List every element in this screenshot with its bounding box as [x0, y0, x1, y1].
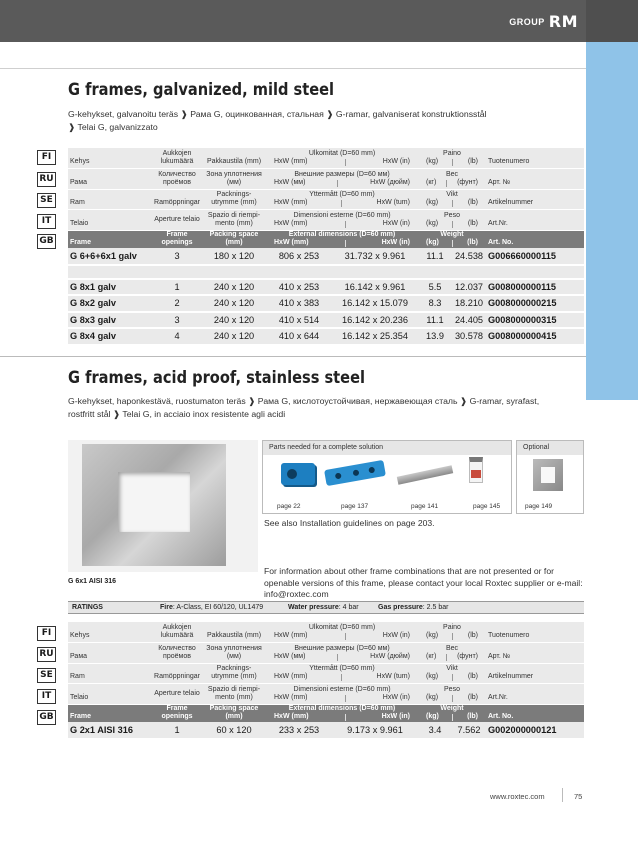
cell-mm: 410 x 253: [266, 279, 332, 296]
spec-row-ru: Рама Количество проёмов Зона уплотнения (мм) Внешние размеры (D=60 мм) HxW (мм) HxW (дюйм) Вес (кг) (фунт) Арт. №: [68, 643, 584, 664]
cell-art: G008000000115: [486, 279, 584, 296]
cell-kg: 13.9: [418, 328, 452, 345]
lang-badge-it: IT: [37, 214, 56, 229]
cell-inch: 31.732 x 9.961: [332, 248, 418, 265]
cell-inch: 9.173 x 9.961: [332, 722, 418, 739]
part-page-link[interactable]: page 137: [341, 503, 369, 510]
cell-frame: G 8x2 galv: [68, 295, 152, 312]
info-note: For information about other frame combinations that are not presented or for openable versions of this frame, please contact your local Roxtec supplier or e-mail: info@roxtec.com: [264, 566, 583, 599]
lang-badge-it: IT: [37, 689, 56, 704]
optional-part-image: [533, 459, 563, 491]
cell-art: G008000000315: [486, 312, 584, 329]
divider: [0, 356, 586, 357]
spec-row-gb: Frame Frame openings Packing space (mm) External dimensions (D=60 mm) HxW (mm) HxW (in) Weight (kg) (lb) Art. No.: [68, 704, 584, 722]
lang-badge-se: SE: [37, 668, 56, 683]
spec-row-gb: Frame Frame openings Packing space (mm) External dimensions (D=60 mm) HxW (mm) HxW (in) Weight (kg) (lb) Art. No.: [68, 230, 584, 248]
cell-art: G006660000115: [486, 248, 584, 265]
group-label: GROUP RM: [509, 12, 578, 31]
parts-heading: Parts needed for a complete solution: [263, 441, 511, 455]
footer-page-number: 75: [574, 792, 583, 801]
cell-openings: 3: [152, 312, 202, 329]
product-table-stainless: [68, 722, 584, 740]
cell-lb: 24.405: [452, 312, 486, 329]
cell-openings: 4: [152, 328, 202, 345]
lang-badge-ru: RU: [37, 172, 56, 187]
cell-frame: G 8x3 galv: [68, 312, 152, 329]
cell-mm: 806 x 253: [266, 248, 332, 265]
lang-badge-fi: FI: [37, 150, 56, 165]
part-page-link[interactable]: page 141: [411, 503, 439, 510]
see-also-note: See also Installation guidelines on page 203.: [264, 518, 435, 528]
footer-url: www.roxtec.com: [490, 792, 545, 801]
product-image-frame: [68, 440, 258, 572]
side-tab-top: [586, 0, 638, 42]
table-row: [68, 722, 584, 739]
cell-packing: 240 x 120: [202, 279, 266, 296]
cell-art: G008000000215: [486, 295, 584, 312]
cell-inch: 16.142 x 25.354: [332, 328, 418, 345]
cell-frame: G 8x1 galv: [68, 279, 152, 296]
cell-kg: 11.1: [418, 312, 452, 329]
cell-kg: 11.1: [418, 248, 452, 265]
table-row: [68, 248, 584, 265]
spec-row-fi: Kehys Aukkojen lukumäärä Pakkaustila (mm) Ulkomitat (D=60 mm) HxW (mm) HxW (in) Paino (kg) (lb) Tuotenumero: [68, 622, 584, 643]
cell-packing: 240 x 120: [202, 295, 266, 312]
cell-lb: 7.562: [452, 722, 486, 739]
table-row: [68, 295, 584, 312]
part-image-1: [281, 463, 315, 485]
cell-openings: 2: [152, 295, 202, 312]
cell-inch: 16.142 x 15.079: [332, 295, 418, 312]
cell-packing: 240 x 120: [202, 312, 266, 329]
spec-header-table: [68, 148, 584, 248]
part-image-4: [469, 457, 483, 483]
spec-header-table-2: [68, 622, 584, 722]
cell-mm: 410 x 514: [266, 312, 332, 329]
cell-mm: 410 x 383: [266, 295, 332, 312]
cell-lb: 30.578: [452, 328, 486, 345]
part-image-2: [324, 460, 386, 486]
footer-divider: [562, 788, 563, 802]
cell-inch: 16.142 x 20.236: [332, 312, 418, 329]
optional-page-link[interactable]: page 149: [525, 503, 553, 510]
part-page-link[interactable]: page 22: [277, 503, 301, 510]
table-row: [68, 328, 584, 345]
ratings-bar: RATINGS Fire: A-Class, EI 60/120, UL1479 Water pressure: 4 bar Gas pressure: 2.5 bar: [68, 601, 584, 614]
cell-mm: 410 x 644: [266, 328, 332, 345]
cell-frame: G 6+6+6x1 galv: [68, 248, 152, 265]
divider: [0, 68, 586, 69]
lang-badge-gb: GB: [37, 234, 56, 249]
cell-packing: 60 x 120: [202, 722, 266, 739]
cell-openings: 1: [152, 279, 202, 296]
section-description-stainless: G-kehykset, haponkestävä, ruostumaton teräs ❱ Рама G, кислотоустойчивая, нержавеющая сталь ❱ G-ramar, syrafast, rostfritt stål ❱ Telai G, in acciaio inox resistente agli acidi: [68, 396, 540, 419]
cell-inch: 16.142 x 9.961: [332, 279, 418, 296]
optional-heading: Optional: [517, 441, 583, 455]
cell-lb: 24.538: [452, 248, 486, 265]
product-image-caption: G 6x1 AISI 316: [68, 578, 116, 585]
cell-frame: G 2x1 AISI 316: [68, 722, 152, 739]
cell-mm: 233 x 253: [266, 722, 332, 739]
section-description-galvanized: G-kehykset, galvanoitu teräs ❱ Рама G, оцинкованная, стальная ❱ G-ramar, galvaniserat konstruktionsstål ❱ Telai G, galvanizzato: [68, 109, 487, 132]
cell-lb: 18.210: [452, 295, 486, 312]
cell-openings: 1: [152, 722, 202, 739]
product-table-galvanized: [68, 248, 584, 346]
part-page-link[interactable]: page 145: [473, 503, 501, 510]
lang-badge-ru: RU: [37, 647, 56, 662]
spec-row-ru: Рама Количество проёмов Зона уплотнения (мм) Внешние размеры (D=60 мм) HxW (мм) HxW (дюйм) Вес (кг) (фунт) Арт. №: [68, 169, 584, 190]
spec-row-se: Ram Ramöppningar Packnings-utrymme (mm) Yttermått (D=60 mm) HxW (mm) HxW (tum) Vikt (kg) (lb) Artikelnummer: [68, 189, 584, 210]
cell-art: G002000000121: [486, 722, 584, 739]
spec-row-se: Ram Ramöppningar Packnings-utrymme (mm) Yttermått (D=60 mm) HxW (mm) HxW (tum) Vikt (kg) (lb) Artikelnummer: [68, 663, 584, 684]
cell-openings: 3: [152, 248, 202, 265]
part-image-3: [397, 465, 453, 484]
table-row: [68, 279, 584, 296]
spec-row-it: Telaio Aperture telaio Spazio di riempi-mento (mm) Dimensioni esterne (D=60 mm) HxW (mm) HxW (in) Peso (kg) (lb) Art.Nr.: [68, 210, 584, 231]
spec-row-it: Telaio Aperture telaio Spazio di riempi-mento (mm) Dimensioni esterne (D=60 mm) HxW (mm) HxW (in) Peso (kg) (lb) Art.Nr.: [68, 684, 584, 705]
cell-packing: 180 x 120: [202, 248, 266, 265]
cell-kg: 8.3: [418, 295, 452, 312]
cell-art: G008000000415: [486, 328, 584, 345]
spec-row-fi: Kehys Aukkojen lukumäärä Pakkaustila (mm) Ulkomitat (D=60 mm) HxW (mm) HxW (in) Paino (kg) (lb) Tuotenumero: [68, 148, 584, 169]
section-title-stainless: G frames, acid proof, stainless steel: [68, 368, 366, 388]
cell-frame: G 8x4 galv: [68, 328, 152, 345]
table-row: [68, 312, 584, 329]
lang-badge-fi: FI: [37, 626, 56, 641]
section-title-galvanized: G frames, galvanized, mild steel: [68, 80, 335, 100]
cell-kg: 5.5: [418, 279, 452, 296]
cell-packing: 240 x 120: [202, 328, 266, 345]
side-color-tab: [586, 0, 638, 400]
optional-parts-panel: [516, 440, 584, 514]
lang-badge-se: SE: [37, 193, 56, 208]
header-band: [0, 0, 638, 42]
cell-kg: 3.4: [418, 722, 452, 739]
cell-lb: 12.037: [452, 279, 486, 296]
parts-needed-panel: [262, 440, 512, 514]
lang-badge-gb: GB: [37, 710, 56, 725]
